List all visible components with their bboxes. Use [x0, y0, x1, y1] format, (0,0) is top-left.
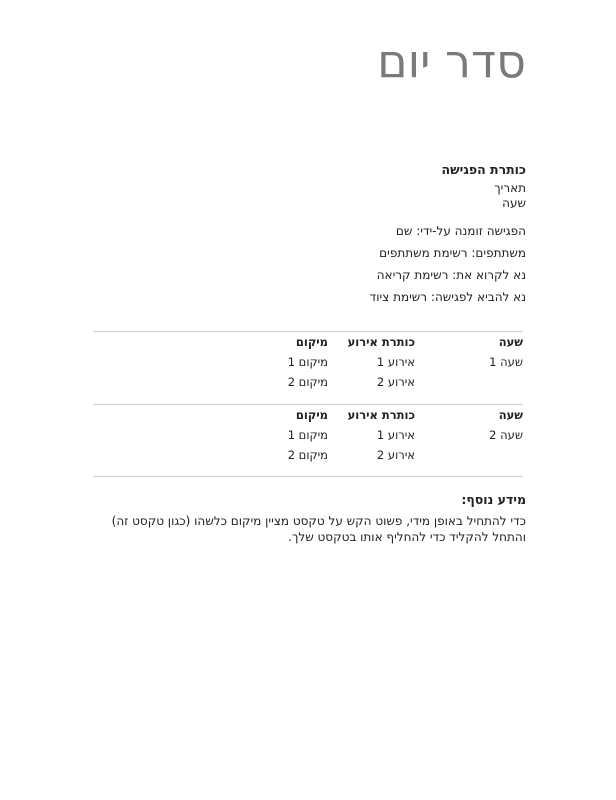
time-column-header: שעה [498, 335, 523, 349]
schedule-row [93, 445, 523, 465]
additional-info-heading: מידע נוסף: [461, 492, 526, 507]
event-column-header: כותרת אירוע [347, 335, 415, 349]
schedule-block [93, 331, 523, 392]
detail-reading [370, 264, 526, 286]
time-column-header: שעה [498, 408, 523, 422]
meeting-details [370, 220, 526, 308]
detail-value: שם [395, 224, 413, 238]
detail-label: משתתפים: [471, 246, 526, 260]
divider [93, 476, 523, 477]
row-event: אירוע 1 [376, 428, 415, 442]
additional-info-text: כדי להתחיל באופן מידי, פשוט הקש על טקסט מציין מיקום כלשהו (כגון טקסט זה) והתחל להקליד כדי להחליף אותו בטקסט שלך. [111, 514, 526, 544]
meeting-info [442, 162, 526, 211]
detail-bring [370, 286, 526, 308]
row-time: שעה 1 [489, 355, 523, 369]
location-column-header: מיקום [295, 408, 328, 422]
schedule-header-row [93, 405, 523, 425]
additional-info [86, 492, 526, 545]
detail-label: הפגישה זומנה על-ידי: [416, 224, 526, 238]
meeting-title: כותרת הפגישה [441, 162, 526, 177]
meeting-date: תאריך [494, 181, 526, 195]
row-event: אירוע 2 [376, 375, 415, 389]
location-column-header: מיקום [295, 335, 328, 349]
schedule-block [93, 404, 523, 465]
event-column-header: כותרת אירוע [347, 408, 415, 422]
meeting-time: שעה [502, 196, 526, 210]
detail-attendees [370, 242, 526, 264]
row-location: מיקום 1 [287, 428, 328, 442]
page-title: סדר יום [377, 34, 526, 88]
row-time: שעה 2 [489, 428, 523, 442]
detail-value: רשימת ציוד [369, 290, 428, 304]
detail-label: נא להביא לפגישה: [430, 290, 526, 304]
detail-called-by [370, 220, 526, 242]
schedule-row [93, 425, 523, 445]
detail-label: נא לקרוא את: [452, 268, 526, 282]
detail-value: רשימת משתתפים [379, 246, 468, 260]
row-location: מיקום 2 [287, 448, 328, 462]
schedule-row [93, 352, 523, 372]
detail-value: רשימת קריאה [376, 268, 449, 282]
schedule-header-row [93, 332, 523, 352]
row-location: מיקום 2 [287, 375, 328, 389]
schedule-row [93, 372, 523, 392]
row-event: אירוע 1 [376, 355, 415, 369]
row-location: מיקום 1 [287, 355, 328, 369]
row-event: אירוע 2 [376, 448, 415, 462]
